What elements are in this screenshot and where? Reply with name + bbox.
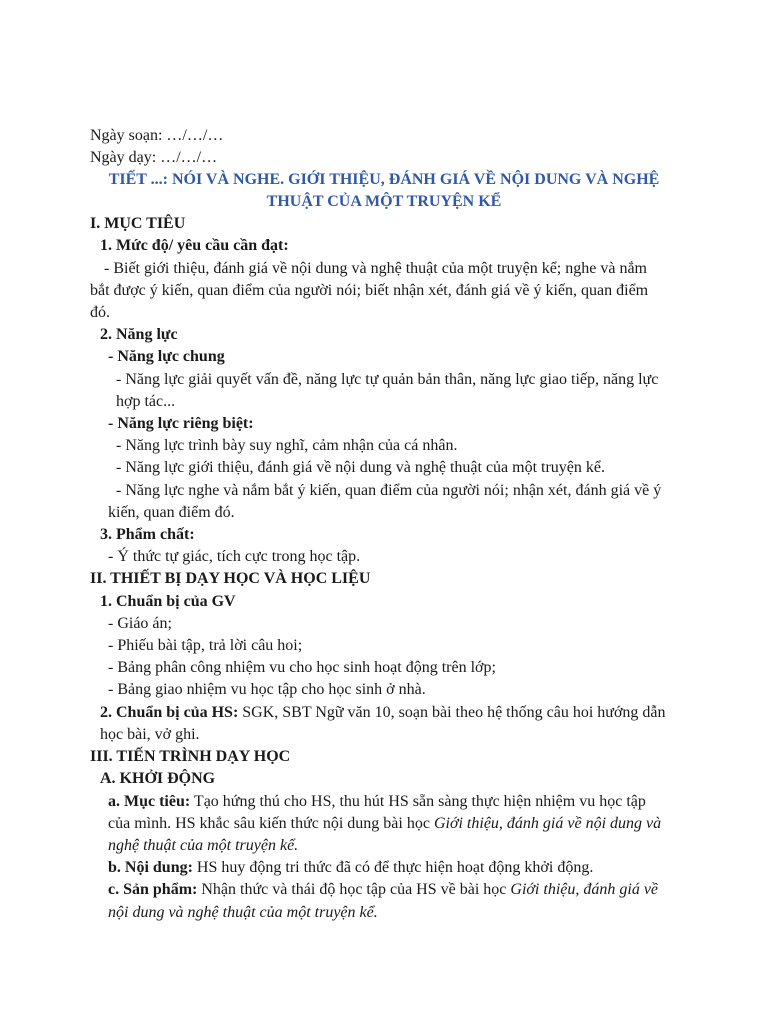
muc-tieu-label: a. Mục tiêu: bbox=[108, 793, 191, 810]
ngay-soan: Ngày soạn: …/…/… bbox=[90, 127, 224, 144]
pham-chat-heading: 3. Phẩm chất: bbox=[100, 526, 195, 543]
nang-luc-rieng-line: - Năng lực nghe và nắm bắt ý kiến, quan điểm của người nói; nhận xét, đánh giá về ý bbox=[116, 482, 662, 499]
gv-item: - Bảng phân công nhiệm vu cho học sinh hoạt động trên lớp; bbox=[108, 659, 496, 676]
gv-item: - Giáo án; bbox=[108, 615, 172, 632]
muc-do-heading: 1. Mức độ/ yêu cầu cần đạt: bbox=[100, 237, 289, 254]
lesson-title-line-1: TIẾT ...: NÓI VÀ NGHE. GIỚI THIỆU, ĐÁNH GIÁ VỀ NỘI DUNG VÀ NGHỆ bbox=[108, 171, 660, 188]
section-1-heading: I. MỤC TIÊU bbox=[90, 215, 186, 232]
muc-tieu-italic: Giới thiệu, đánh giá về nội dung và bbox=[433, 815, 662, 832]
muc-tieu-line bbox=[108, 792, 646, 812]
lesson-title-line-2: THUẬT CỦA MỘT TRUYỆN KỂ bbox=[266, 193, 502, 210]
noi-dung-line bbox=[108, 858, 593, 878]
san-pham-italic: Giới thiệu, đánh giá về bbox=[510, 881, 659, 898]
hs-text: SGK, SBT Ngữ văn 10, soạn bài theo hệ thống câu hoi hướng dẫn bbox=[238, 704, 666, 721]
section-3-heading: III. TIẾN TRÌNH DẠY HỌC bbox=[90, 748, 291, 765]
muc-do-line: đó. bbox=[90, 304, 110, 321]
nang-luc-chung-line: hợp tác... bbox=[116, 393, 176, 410]
muc-tieu-plain: của mình. HS khắc sâu kiến thức nội dung bài học bbox=[108, 815, 434, 832]
muc-tieu-line-3: nghệ thuật của một truyện kể. bbox=[108, 837, 299, 854]
muc-do-line: - Biết giới thiệu, đánh giá về nội dung và nghệ thuật của một truyện kể; nghe và nắm bbox=[104, 260, 647, 277]
hs-line-2: học bài, vở ghi. bbox=[100, 726, 200, 743]
nang-luc-rieng-line: - Năng lực giới thiệu, đánh giá về nội dung và nghệ thuật của một truyện kể. bbox=[116, 459, 606, 476]
san-pham-label: c. Sản phẩm: bbox=[108, 881, 198, 898]
nang-luc-heading: 2. Năng lực bbox=[100, 326, 178, 343]
nang-luc-chung-line: - Năng lực giải quyết vấn đề, năng lực tự quản bản thân, năng lực giao tiếp, năng lực bbox=[116, 371, 659, 388]
gv-heading: 1. Chuẩn bị của GV bbox=[100, 593, 236, 610]
gv-item: - Phiếu bài tập, trả lời câu hoi; bbox=[108, 637, 303, 654]
muc-do-line: bắt được ý kiến, quan điểm của người nói; biết nhận xét, đánh giá về ý kiến, quan điểm bbox=[90, 282, 649, 299]
section-2-heading: II. THIẾT BỊ DẠY HỌC VÀ HỌC LIỆU bbox=[90, 570, 371, 587]
san-pham-text: Nhận thức và thái độ học tập của HS về bài học bbox=[197, 881, 511, 898]
nang-luc-rieng-line: kiến, quan điểm đó. bbox=[108, 504, 235, 521]
khoi-dong-heading: A. KHỞI ĐỘNG bbox=[100, 770, 216, 787]
noi-dung-text: HS huy động tri thức đã có để thực hiện hoạt động khởi động. bbox=[192, 859, 594, 876]
muc-tieu-text: Tạo hứng thú cho HS, thu hút HS sẵn sàng thực hiện nhiệm vu học tập bbox=[190, 793, 646, 810]
gv-item: - Bảng giao nhiệm vu học tập cho học sinh ở nhà. bbox=[108, 681, 426, 698]
noi-dung-label: b. Nội dung: bbox=[108, 859, 193, 876]
muc-tieu-line-2 bbox=[108, 814, 661, 834]
nang-luc-rieng-heading: - Năng lực riêng biệt: bbox=[108, 415, 254, 432]
san-pham-line-2: nội dung và nghệ thuật của một truyện kể. bbox=[108, 904, 378, 921]
nang-luc-chung-heading: - Năng lực chung bbox=[108, 348, 225, 365]
pham-chat-line: - Ý thức tự giác, tích cực trong học tập. bbox=[108, 548, 361, 565]
ngay-day: Ngày dạy: …/…/… bbox=[90, 149, 218, 166]
san-pham-line bbox=[108, 880, 658, 900]
hs-line bbox=[100, 703, 666, 723]
hs-label: 2. Chuẩn bị của HS: bbox=[100, 704, 239, 721]
nang-luc-rieng-line: - Năng lực trình bày suy nghĩ, cảm nhận của cá nhân. bbox=[116, 437, 458, 454]
